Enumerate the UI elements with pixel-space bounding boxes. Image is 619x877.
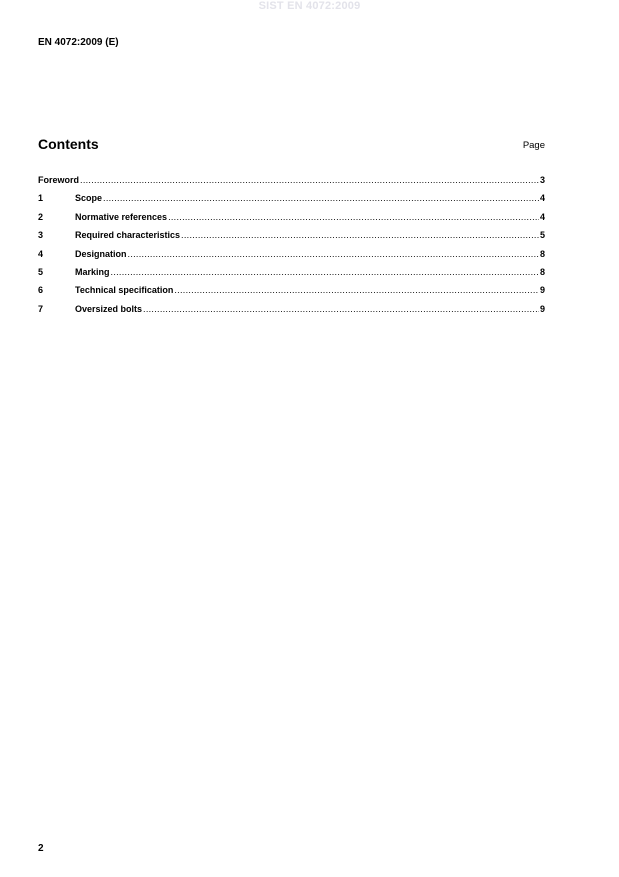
toc-entry-title: Oversized bolts: [75, 303, 143, 314]
toc-dot-leader: [181, 229, 539, 241]
toc-entry-page: 4: [539, 193, 545, 204]
toc-dot-leader: [103, 192, 539, 204]
toc-dot-leader: [174, 284, 539, 296]
toc-entry-page: 8: [539, 266, 545, 277]
toc-dot-leader: [80, 174, 539, 186]
watermark: SIST EN 4072:2009: [258, 0, 361, 12]
toc-entry-page: 9: [539, 303, 545, 314]
toc-entry-foreword[interactable]: [38, 174, 545, 192]
toc-entry-number: 2: [38, 211, 44, 222]
toc-entry-title: Technical specification: [75, 285, 174, 296]
toc-entry-required-characteristics[interactable]: [38, 229, 545, 247]
table-of-contents: [38, 174, 545, 321]
toc-entry-number: 5: [38, 266, 44, 277]
toc-dot-leader: [168, 211, 539, 223]
toc-entry-number: 1: [38, 193, 44, 204]
toc-entry-technical-specification[interactable]: [38, 284, 545, 302]
toc-entry-title: Required characteristics: [75, 230, 181, 241]
toc-entry-title: Scope: [75, 193, 103, 204]
toc-entry-number: 3: [38, 230, 44, 241]
toc-entry-oversized-bolts[interactable]: [38, 303, 545, 321]
document-id: EN 4072:2009 (E): [38, 37, 119, 48]
toc-entry-title: Normative references: [75, 211, 168, 222]
toc-entry-marking[interactable]: [38, 266, 545, 284]
toc-entry-title: Marking: [75, 266, 110, 277]
toc-entry-number: 6: [38, 285, 44, 296]
page-number: 2: [38, 843, 44, 854]
contents-title: Contents: [38, 136, 99, 152]
toc-dot-leader: [111, 266, 539, 278]
toc-entry-title: Designation: [75, 248, 127, 259]
toc-entry-title: Foreword: [38, 175, 80, 185]
toc-entry-page: 4: [539, 211, 545, 222]
toc-entry-page: 5: [539, 230, 545, 241]
toc-entry-scope[interactable]: [38, 192, 545, 210]
toc-dot-leader: [128, 248, 539, 260]
toc-entry-designation[interactable]: [38, 248, 545, 266]
contents-header: [38, 136, 545, 156]
toc-entry-page: 3: [539, 175, 545, 185]
toc-entry-page: 9: [539, 285, 545, 296]
toc-entry-number: 4: [38, 248, 44, 259]
toc-entry-normative-references[interactable]: [38, 211, 545, 229]
toc-entry-page: 8: [539, 248, 545, 259]
toc-entry-number: 7: [38, 303, 44, 314]
toc-dot-leader: [143, 303, 539, 315]
page-column-label: Page: [522, 140, 545, 151]
